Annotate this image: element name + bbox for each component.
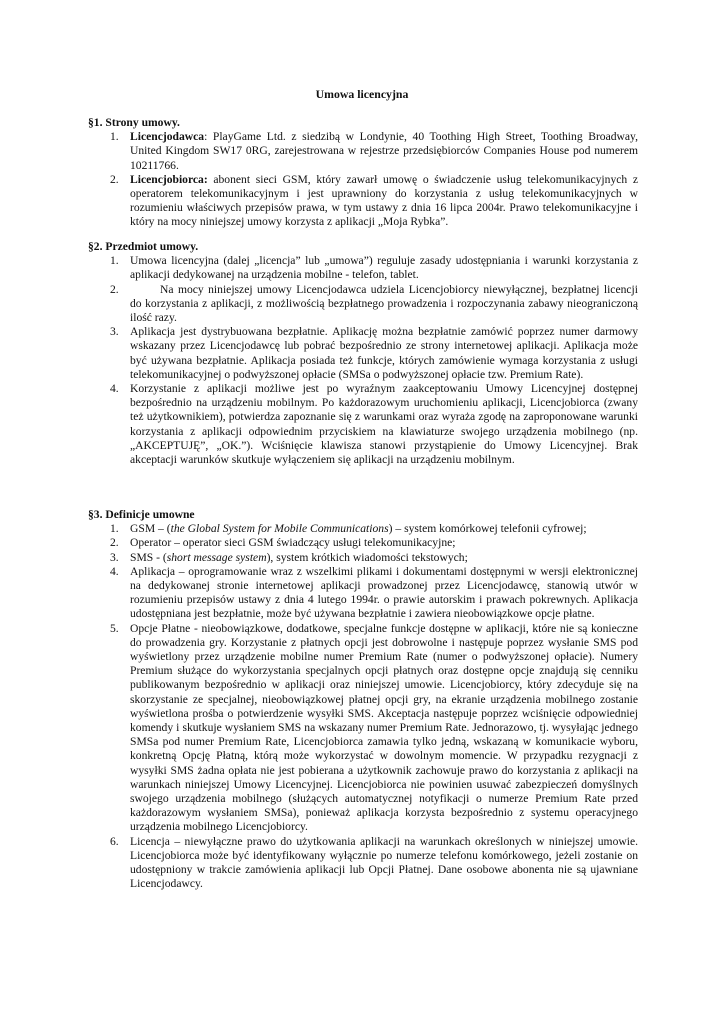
list-item: 1. GSM – (the Global System for Mobile Communications) – system komórkowej telefonii cyfrowej;	[110, 522, 587, 536]
document-title: Umowa licencyjna	[315, 87, 409, 101]
section-1-list	[88, 130, 638, 229]
list-item: 3. SMS - (short message system), system krótkich wiadomości tekstowych;	[110, 550, 468, 564]
list-item: 2. Operator – operator sieci GSM świadczący usługi telekomunikacyjne;	[110, 536, 456, 550]
section-1	[88, 116, 638, 230]
list-item: 1. Licencjodawca: PlayGame Ltd. z siedzibą w Londynie, 40 Toothing High Street, Toothing Broadway, United Kingdom SW17 0RG, zarejestrowana w rejestrze przedsiębiorców Companies House pod numerem 10211766.	[110, 130, 638, 172]
section-3-list	[88, 522, 638, 891]
list-item: 3. Aplikacja jest dystrybuowana bezpłatnie. Aplikację można bezpłatnie zamówić poprzez numer darmowy wskazany przez Licencjodawcę lub pobrać bezpośrednio ze strony internetowej aplikacji. Aplikacja może być używana bezpłatnie. Aplikacja posiada też funkcje, których zamówienie wymaga korzystania z usługi telekomunikacyjnej o podwyższonej opłacie (SMSa o podwyższonej opłacie tzw. Premium Rate).	[110, 325, 638, 381]
list-item: 1. Umowa licencyjna (dalej „licencja” lub „umowa”) reguluje zasady udostępniania i warunki korzystania z aplikacji dedykowanej na urządzenia mobilne - telefon, tablet.	[110, 254, 638, 282]
section-3-heading: §3. Definicje umowne	[88, 508, 195, 521]
section-2-list	[88, 254, 638, 467]
list-item: 5. Opcje Płatne - nieobowiązkowe, dodatkowe, specjalne funkcje dostępne w aplikacji, które nie są konieczne do prowadzenia gry. Korzystanie z płatnych opcji jest dobrowolne i następuje poprzez wysłanie SMS pod wyświetlony przez urządzenie mobilne numer Premium Rate (numer o podwyższonej opłacie). Numery Premium służące do wykorzystania specjalnych opcji płatnych oraz dostępne opcje znajdują się cenniku publikowanym bezpośrednio w aplikacji oraz niniejszej umowie. Licencjobiorcy, który zdecyduje się na skorzystanie ze specjalnej, nieobowiązkowej płatnej opcji gry, na ekranie urządzenia mobilnego zostanie wyświetlona prośba o potwierdzenie wysyłki SMS. Akceptacja następuje poprzez wciśnięcie odpowiedniej komendy i skutkuje wysłaniem SMS na wskazany numer Premium Rate. Jednorazowo, tj. wysyłając jednego SMSa pod numer Premium Rate, Licencjobiorca zamawia tylko jedną, wskazaną w komunikacie wyboru, konkretną Opcję Płatną, którą może wykorzystać w dowolnym momencie. W przypadku rezygnacji z wysyłki SMS żadna opłata nie jest pobierana a użytkownik zachowuje prawo do korzystania z aplikacji na warunkach niniejszej Umowy Licencyjnej. Licencjobiorca nie powinien usuwać zabezpieczeń domyślnych swojego urządzenia mobilnego (służących automatycznej notyfikacji o numerze Premium Rate przed każdorazowym wysłaniem SMSa), ponieważ aplikacja korzysta bezpośrednio z systemu operacyjnego urządzenia mobilnego Licencjobiorcy.	[110, 621, 638, 834]
list-item: 2. Na mocy niniejszej umowy Licencjodawca udziela Licencjobiorcy niewyłącznej, bezpłatnej licencji do korzystania z aplikacji, z możliwością bezpłatnego prowadzenia i rozpoczynania zabawy nieograniczoną ilość razy.	[110, 282, 638, 325]
list-item: 2. Licencjobiorca: abonent sieci GSM, który zawarł umowę o świadczenie usług telekomunikacyjnych z operatorem telekomunikacyjnym i jest uprawniony do korzystania z usług telekomunikacyjnych w rozumieniu właściwych przepisów prawa, w tym ustawy z dnia 16 lipca 2004r. Prawo telekomunikacyjne i który na mocy niniejszej umowy korzysta z aplikacji „Moja Rybka”.	[110, 172, 638, 229]
section-2	[88, 240, 638, 467]
section-2-heading: §2. Przedmiot umowy.	[88, 240, 199, 253]
list-item: 6. Licencja – niewyłączne prawo do użytkowania aplikacji na warunkach określonych w niniejszej umowie. Licencjobiorca może być identyfikowany wyłącznie po numerze telefonu komórkowego, jeżeli zostanie on udostępniony w trakcie zamówienia aplikacji lub Opcji Płatnej. Dane osobowe abonenta nie są ujawniane Licencjodawcy.	[110, 834, 638, 891]
section-3	[88, 508, 638, 891]
list-item: 4. Aplikacja – oprogramowanie wraz z wszelkimi plikami i dokumentami dostępnymi w wersji elektronicznej na dedykowanej stronie internetowej aplikacji prowadzonej przez Licencjodawcę, stanowią utwór w rozumieniu przepisów ustawy z dnia 4 lutego 1994r. o prawie autorskim i prawach pokrewnych. Aplikacja udostępniana jest bezpłatnie, może być używana bezpłatnie i zawiera nieobowiązkowe opcje płatne.	[110, 564, 638, 621]
list-item: 4. Korzystanie z aplikacji możliwe jest po wyraźnym zaakceptowaniu Umowy Licencyjnej dostępnej bezpośrednio na urządzeniu mobilnym. Po każdorazowym uruchomieniu aplikacji, Licencjobiorca (zwany też użytkownikiem), potwierdza zapoznanie się z warunkami oraz wyraża zgodę na zaproponowane warunki korzystania z aplikacji odpowiednim przyciskiem na klawiaturze swojego urządzenia mobilnego (np. „AKCEPTUJĘ”, „OK.”). Wciśnięcie klawisza stanowi przystąpienie do Umowy Licencyjnej. Brak akceptacji warunków skutkuje wyłączeniem się aplikacji na urządzeniu mobilnym.	[110, 382, 638, 467]
section-1-heading: §1. Strony umowy.	[88, 116, 180, 129]
